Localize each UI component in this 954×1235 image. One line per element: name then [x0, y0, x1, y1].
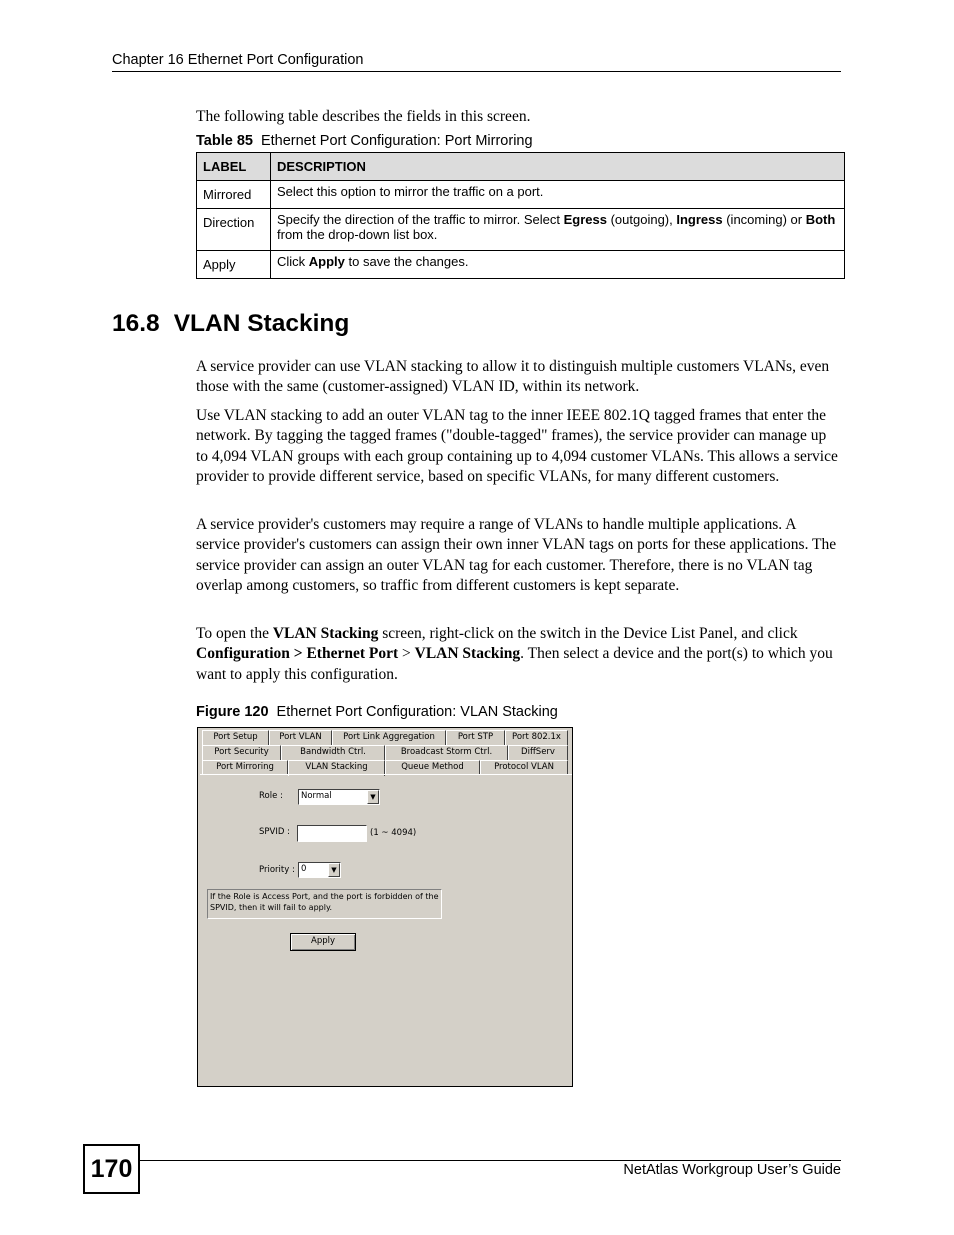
table-header-row	[197, 153, 845, 181]
role-select[interactable]	[298, 789, 380, 805]
chevron-down-icon[interactable]: ▼	[328, 863, 340, 877]
role-label: Role :	[259, 791, 283, 801]
tab-diffserv[interactable]: DiffServ	[508, 745, 568, 760]
chapter-header: Chapter 16 Ethernet Port Configuration	[112, 52, 364, 68]
role-value: Normal	[301, 791, 332, 801]
tab-bandwidth-ctrl[interactable]: Bandwidth Ctrl.	[281, 745, 385, 760]
spvid-input[interactable]	[297, 825, 367, 842]
col-header-description: DESCRIPTION	[271, 153, 845, 181]
tab-port-8021x[interactable]: Port 802.1x	[505, 730, 568, 745]
tab-row-3	[202, 760, 568, 775]
table-caption-label: Table 85	[196, 133, 253, 149]
col-header-label: LABEL	[197, 153, 271, 181]
priority-select[interactable]	[298, 862, 341, 878]
paragraph-2: Use VLAN stacking to add an outer VLAN tag to the inner IEEE 802.1Q tagged frames that enter the network. By tagging the tagged frames ("double-tagged" frames), the service provider can manage up to 4,094 VLAN groups with each group containing up to 4,094 customer VLANs. This allows a service provider to provide different service, based on specific VLANs, for many different customers.	[196, 407, 838, 485]
chevron-down-icon[interactable]: ▼	[367, 790, 379, 804]
tab-row-1	[202, 730, 568, 745]
paragraph-3: A service provider's customers may require a range of VLANs to handle multiple applications. A service provider's customers can assign their own inner VLAN tags on ports for these applications. The service provider can assign an outer VLAN tag for each customer. Therefore, there is no VLAN tag overlap among customers, so traffic from different customers is kept separate.	[196, 516, 837, 594]
row-desc-direction: Specify the direction of the traffic to mirror. Select Egress (outgoing), Ingress (incoming) or Both from the drop-down list box.	[271, 209, 845, 251]
figure-caption-text: Ethernet Port Configuration: VLAN Stacking	[276, 704, 558, 720]
row-label-direction: Direction	[197, 209, 271, 251]
vlan-stacking-screen	[197, 727, 573, 1087]
fields-table	[196, 152, 845, 279]
header-rule	[112, 71, 841, 72]
spvid-range-hint: (1 ~ 4094)	[370, 828, 417, 838]
table-row	[197, 181, 845, 209]
tab-baseline	[200, 774, 572, 775]
priority-label: Priority :	[259, 865, 295, 875]
tab-queue-method[interactable]: Queue Method	[385, 760, 480, 775]
tab-row-2	[202, 745, 568, 760]
tab-protocol-vlan[interactable]: Protocol VLAN	[480, 760, 568, 775]
tab-port-stp[interactable]: Port STP	[446, 730, 505, 745]
priority-value: 0	[301, 864, 307, 874]
row-label-mirrored: Mirrored	[197, 181, 271, 209]
tab-broadcast-storm-ctrl[interactable]: Broadcast Storm Ctrl.	[385, 745, 508, 760]
figure-caption	[196, 704, 558, 720]
table-row	[197, 251, 845, 279]
tab-port-mirroring[interactable]: Port Mirroring	[202, 760, 288, 775]
section-title: VLAN Stacking	[173, 310, 350, 337]
tab-vlan-stacking[interactable]: VLAN Stacking	[288, 760, 385, 776]
tab-port-setup[interactable]: Port Setup	[202, 730, 269, 745]
row-label-apply: Apply	[197, 251, 271, 279]
section-heading	[112, 310, 349, 338]
footer-rule	[140, 1160, 841, 1161]
apply-button[interactable]: Apply	[290, 933, 356, 951]
page-number: 170	[83, 1144, 140, 1194]
guide-title: NetAtlas Workgroup User’s Guide	[623, 1162, 841, 1178]
figure-caption-label: Figure 120	[196, 704, 269, 720]
tab-port-vlan[interactable]: Port VLAN	[269, 730, 332, 745]
table-caption-text: Ethernet Port Configuration: Port Mirroring	[260, 133, 533, 149]
tab-port-link-aggregation[interactable]: Port Link Aggregation	[332, 730, 446, 745]
role-note: If the Role is Access Port, and the port is forbidden of the SPVID, then it will fail to apply.	[207, 889, 442, 919]
table-caption	[196, 133, 533, 149]
spvid-label: SPVID :	[259, 827, 290, 837]
paragraph-4: To open the VLAN Stacking screen, right-click on the switch in the Device List Panel, and click Configuration > Ethernet Port > VLAN Stacking. Then select a device and the port(s) to which you want to apply this configuration.	[196, 625, 833, 683]
paragraph-1: A service provider can use VLAN stacking to allow it to distinguish multiple customers VLANs, even those with the same (customer-assigned) VLAN ID, within its network.	[196, 358, 830, 396]
table-row	[197, 209, 845, 251]
tab-port-security[interactable]: Port Security	[202, 745, 281, 760]
row-desc-mirrored: Select this option to mirror the traffic on a port.	[271, 181, 845, 209]
row-desc-apply: Click Apply to save the changes.	[271, 251, 845, 279]
section-number: 16.8	[112, 310, 160, 337]
intro-text: The following table describes the fields in this screen.	[196, 108, 531, 125]
